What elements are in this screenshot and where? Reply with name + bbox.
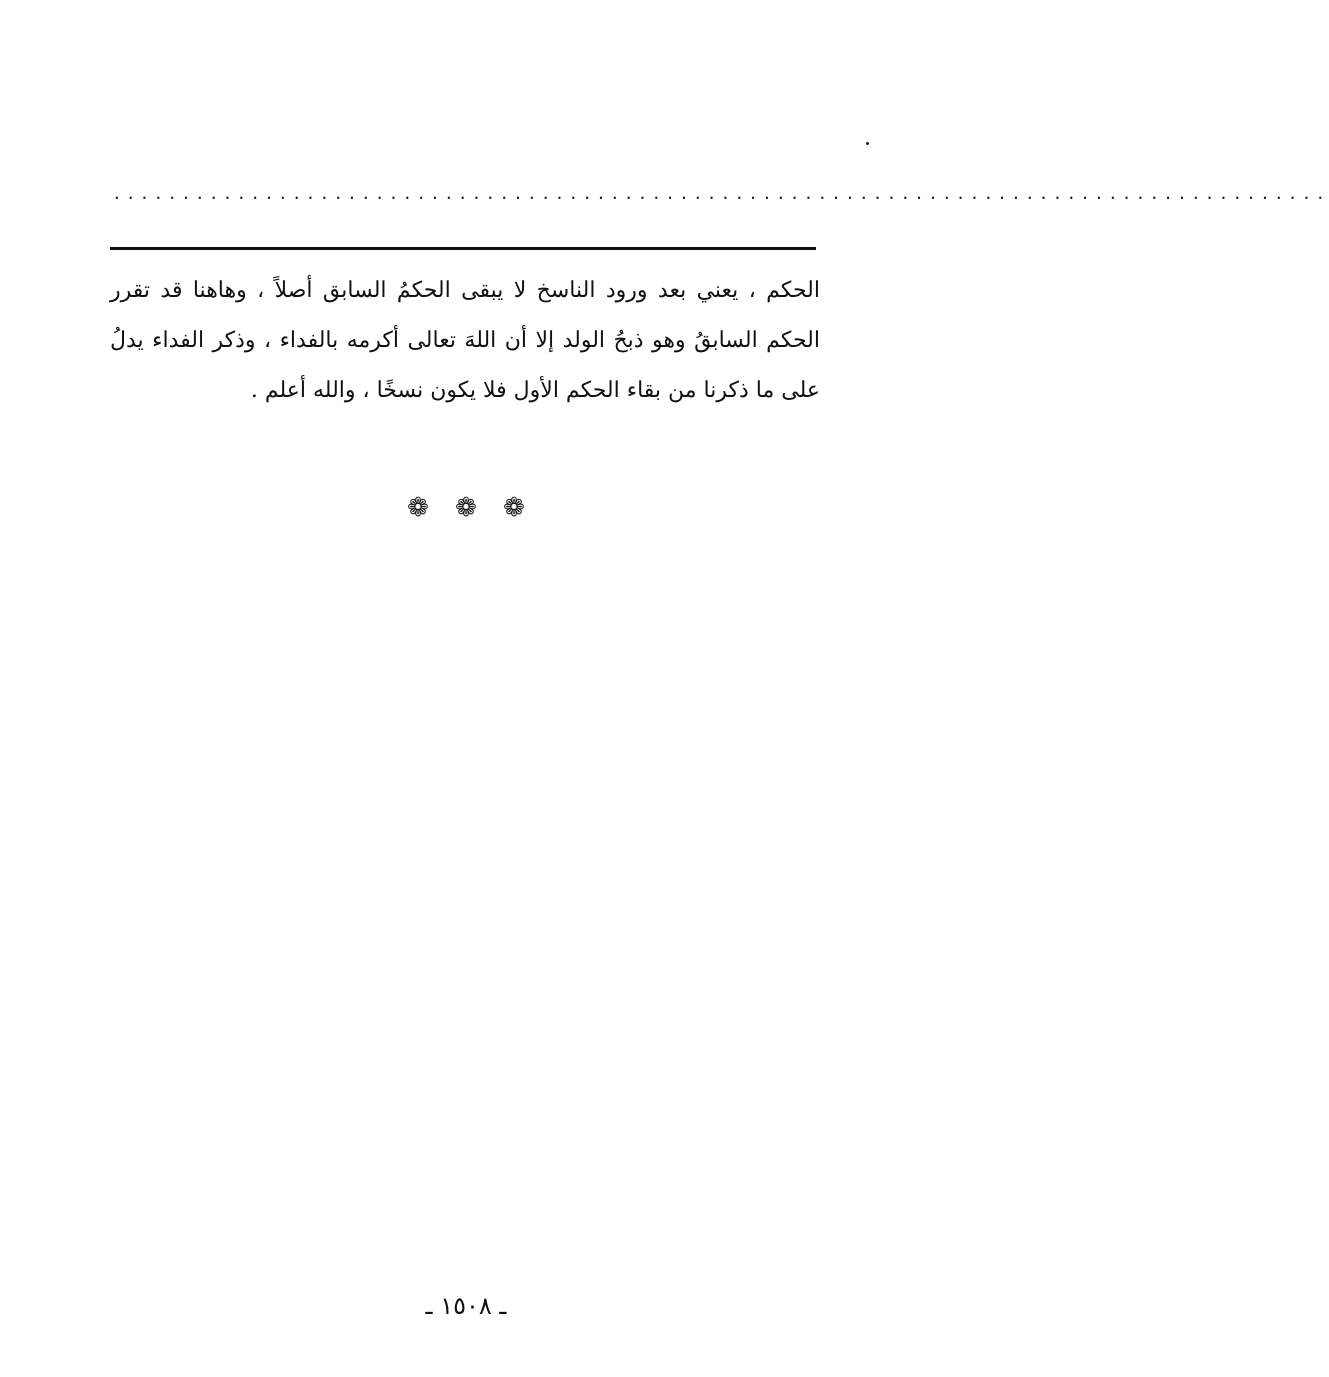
text-line: الحكم السابقُ وهو ذبحُ الولد إلا أن اللهَ تعالى أكرمه بالفداء ، وذكر الفداء يدلُ bbox=[110, 328, 820, 353]
text-line: على ما ذكرنا من بقاء الحكم الأول فلا يكون نسخًا ، والله أعلم . bbox=[250, 378, 820, 403]
footnote-rule bbox=[110, 247, 816, 250]
text-line: الحكم ، يعني بعد ورود الناسخ لا يبقى الحكمُ السابق أصلاً ، وهاهنا قد تقرر bbox=[110, 278, 820, 303]
footnote-text bbox=[110, 266, 820, 416]
dotted-separator: ........................................................................................ bbox=[112, 184, 1329, 203]
section-end-ornaments bbox=[400, 490, 532, 526]
flower-ornament-icon: ❁ bbox=[455, 493, 477, 523]
flower-ornament-icon: ❁ bbox=[503, 493, 525, 523]
page-number: ـ ١٥٠٨ ـ bbox=[425, 1292, 507, 1320]
stray-mark bbox=[866, 142, 869, 145]
flower-ornament-icon: ❁ bbox=[407, 493, 429, 523]
